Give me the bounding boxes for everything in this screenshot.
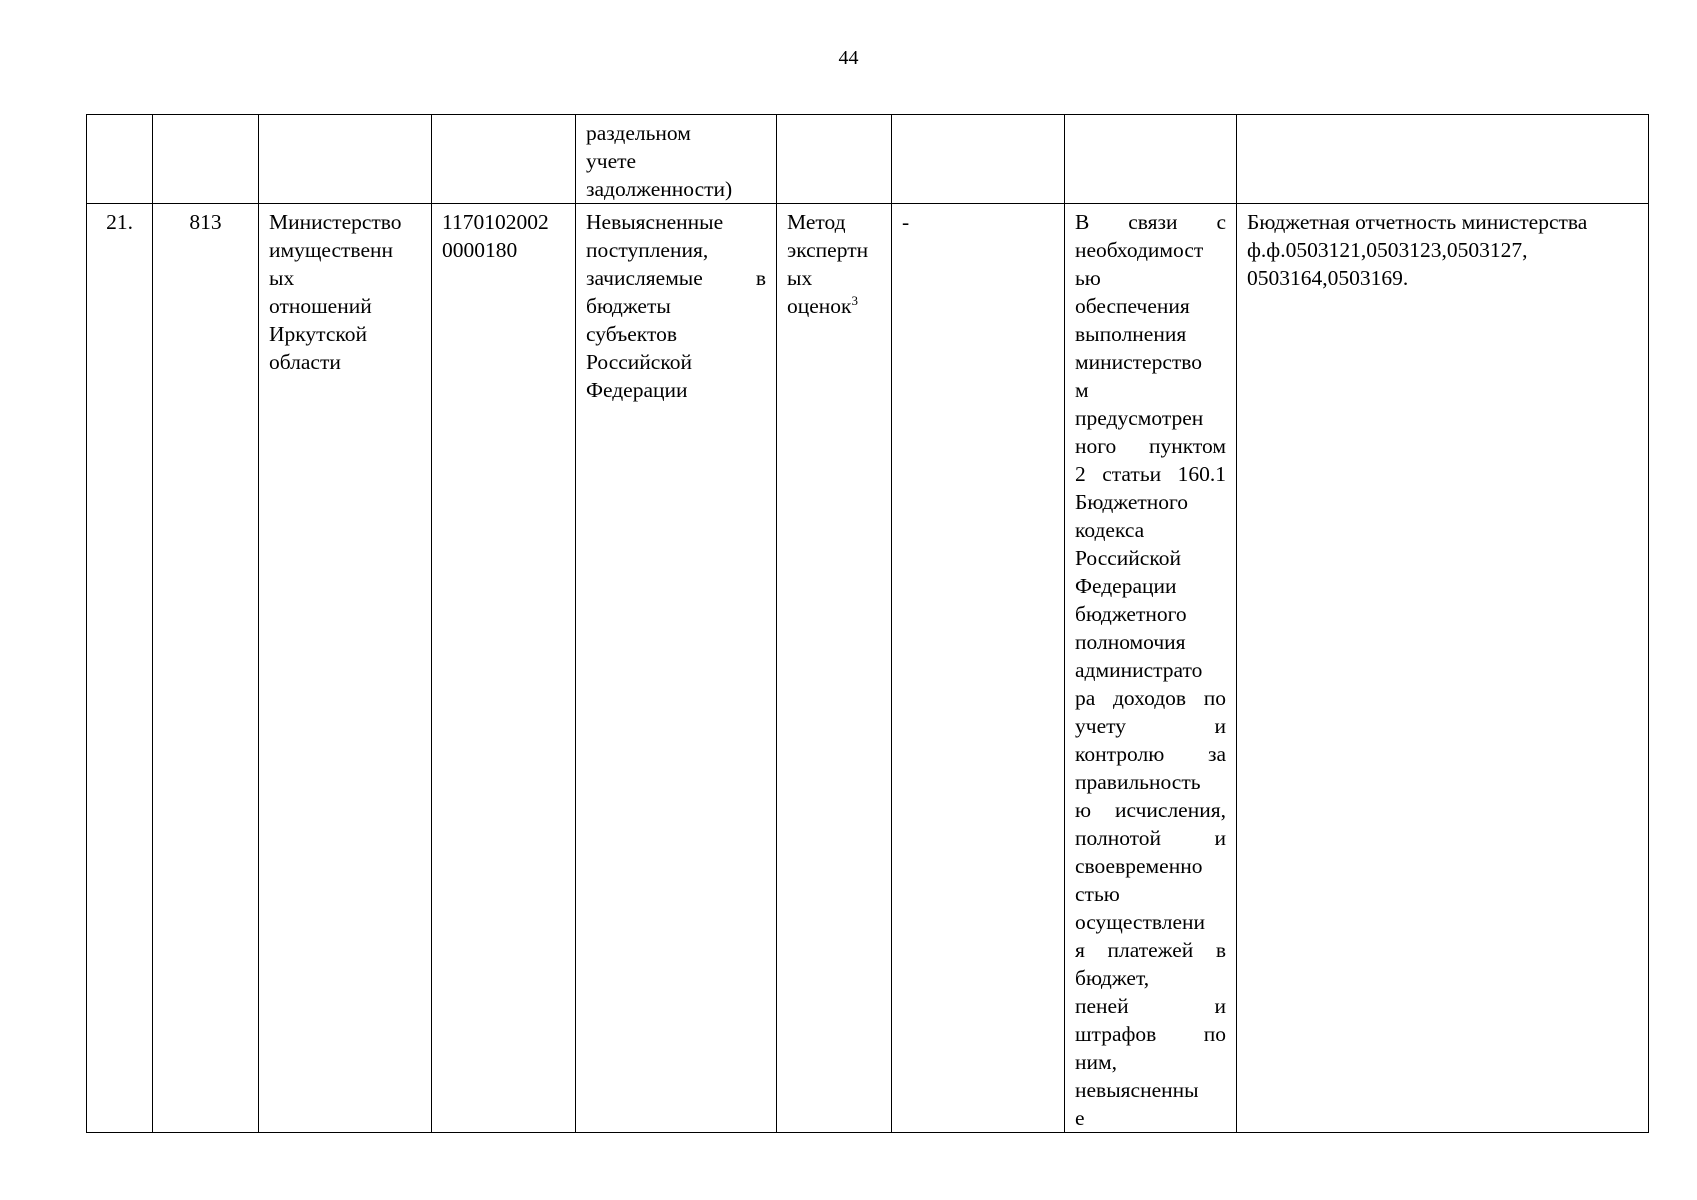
cell-kbk <box>432 115 576 204</box>
cell-method <box>777 115 892 204</box>
text-line: Иркутской <box>269 322 367 346</box>
text-line: Метод <box>787 210 846 234</box>
text-line: Российской <box>586 350 692 374</box>
text-line: учету и <box>1075 714 1226 738</box>
cell-income-name <box>576 115 777 204</box>
text-line: 0503164,0503169. <box>1247 266 1409 290</box>
text-line: ним, <box>1075 1050 1117 1074</box>
cell-number: 21. <box>87 204 153 1133</box>
text-line: своевременно <box>1075 854 1203 878</box>
text-line: ю исчисления, <box>1075 798 1226 822</box>
text-line: контролю за <box>1075 742 1226 766</box>
text-line: поступления, <box>586 238 709 262</box>
income-forecast-table <box>86 114 1649 1133</box>
text-line: невыясненны <box>1075 1078 1199 1102</box>
text-line: обеспечения <box>1075 294 1190 318</box>
text-line: отношений <box>269 294 372 318</box>
cell-formula: - <box>892 204 1065 1133</box>
text-line: раздельном <box>586 121 691 145</box>
text-line: Федерации <box>1075 574 1177 598</box>
text-line: зачисляемые в <box>586 266 766 290</box>
text-line: ф.ф.0503121,0503123,0503127, <box>1247 238 1528 262</box>
text-line: осуществлени <box>1075 910 1206 934</box>
cell-code: 813 <box>153 204 259 1133</box>
text-line: бюджетного <box>1075 602 1187 626</box>
cell-kbk <box>432 204 576 1133</box>
text-line: полномочия <box>1075 630 1186 654</box>
text-line: 2 статьи 160.1 <box>1075 462 1226 486</box>
text-line: полнотой и <box>1075 826 1226 850</box>
cell-administrator <box>259 204 432 1133</box>
text-line: ра доходов по <box>1075 686 1226 710</box>
text-line: пеней и <box>1075 994 1226 1018</box>
text-line: стью <box>1075 882 1120 906</box>
cell-formula <box>892 115 1065 204</box>
text-line: Бюджетная отчетность министерства <box>1247 210 1588 234</box>
text-line: Бюджетного <box>1075 490 1189 514</box>
text-line: бюджеты <box>586 294 671 318</box>
cell-number <box>87 115 153 204</box>
table-row-21 <box>87 204 1649 1133</box>
page-number: 44 <box>838 47 859 69</box>
text-line: учете <box>586 149 637 173</box>
text-line: Российской <box>1075 546 1181 570</box>
text-line: Министерство <box>269 210 402 234</box>
text-line: Федерации <box>586 378 688 402</box>
text-line: ых <box>269 266 295 290</box>
text-line <box>787 292 881 320</box>
text-line: министерство <box>1075 350 1203 374</box>
cell-justification <box>1065 204 1237 1133</box>
text-line: администрато <box>1075 658 1203 682</box>
text-line: правильность <box>1075 770 1201 794</box>
text-line: 0000180 <box>442 238 518 262</box>
text-line: штрафов по <box>1075 1022 1226 1046</box>
text-line: В связи с <box>1075 210 1226 234</box>
footnote-marker: 3 <box>851 292 858 308</box>
cell-method <box>777 204 892 1133</box>
cell-source <box>1237 204 1649 1133</box>
text-line: предусмотрен <box>1075 406 1204 430</box>
text-line: области <box>269 350 341 374</box>
table-row-continued <box>87 115 1649 204</box>
method-text: оценок <box>787 294 852 318</box>
text-line: имущественн <box>269 238 394 262</box>
text-line: необходимост <box>1075 238 1204 262</box>
cell-income-name <box>576 204 777 1133</box>
cell-justification <box>1065 115 1237 204</box>
text-line: 1170102002 <box>442 210 549 234</box>
text-line: бюджет, <box>1075 966 1150 990</box>
cell-code <box>153 115 259 204</box>
text-line: ых <box>787 266 813 290</box>
text-line: Невыясненные <box>586 210 724 234</box>
text-line: задолженности) <box>586 177 733 201</box>
text-line: ью <box>1075 266 1101 290</box>
text-line: е <box>1075 1106 1085 1130</box>
text-line: кодекса <box>1075 518 1145 542</box>
text-line: я платежей в <box>1075 938 1226 962</box>
text-line: м <box>1075 378 1089 402</box>
text-line: субъектов <box>586 322 677 346</box>
text-line: экспертн <box>787 238 869 262</box>
cell-source <box>1237 115 1649 204</box>
text-line: ного пунктом <box>1075 434 1226 458</box>
cell-administrator <box>259 115 432 204</box>
text-line: выполнения <box>1075 322 1187 346</box>
